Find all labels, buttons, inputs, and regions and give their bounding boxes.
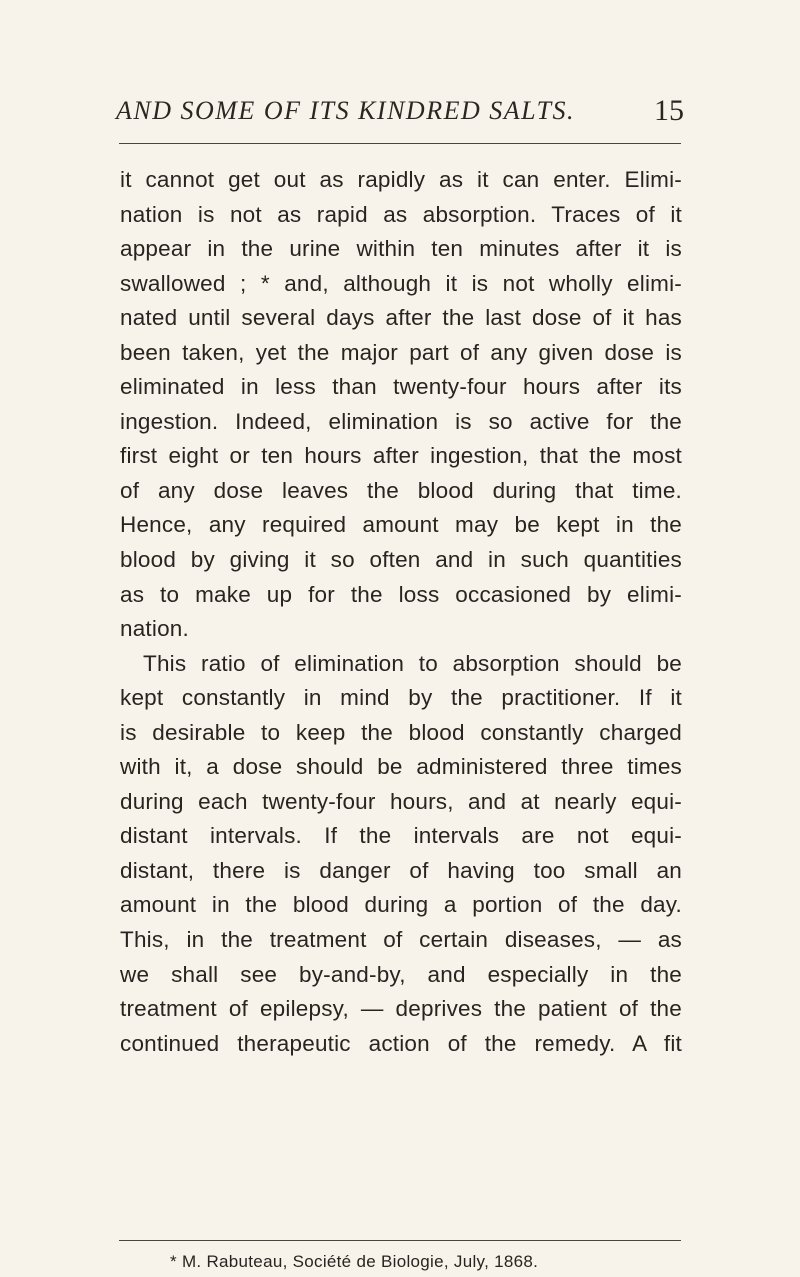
text-line: with it, a dose should be administered three times (120, 754, 682, 780)
text-line: nated until several days after the last dose of it has (120, 305, 682, 331)
text-line: been taken, yet the major part of any given dose is (120, 339, 682, 365)
page-number: 15 (654, 94, 684, 127)
text-line: amount in the blood during a portion of the day. (120, 892, 682, 918)
text-line: as to make up for the loss occasioned by elimi- (120, 581, 682, 607)
text-line: nation. (120, 616, 189, 642)
text-line: nation is not as rapid as absorption. Traces of it (120, 201, 682, 227)
text-line: distant, there is danger of having too small an (120, 857, 682, 883)
running-title: AND SOME OF ITS KINDRED SALTS. (116, 96, 576, 125)
text-line: eliminated in less than twenty-four hours after its (120, 374, 682, 400)
footnote: * M. Rabuteau, Société de Biologie, July, 1868. (170, 1252, 539, 1271)
text-line: is desirable to keep the blood constantly charged (120, 719, 682, 745)
text-line: treatment of epilepsy, — deprives the patient of the (120, 996, 682, 1022)
body-text (120, 163, 682, 1061)
footnote-rule (119, 1240, 681, 1241)
text-line: first eight or ten hours after ingestion, that the most (120, 443, 682, 469)
text-line: appear in the urine within ten minutes after it is (120, 236, 682, 262)
header-rule (119, 143, 681, 144)
text-line: This, in the treatment of certain diseases, — as (120, 927, 682, 953)
running-head (116, 96, 684, 136)
text-line: kept constantly in mind by the practitioner. If it (120, 685, 682, 711)
text-line: distant intervals. If the intervals are not equi- (120, 823, 682, 849)
text-line: during each twenty-four hours, and at nearly equi- (120, 788, 682, 814)
paragraph-first-line: This ratio of elimination to absorption should be (143, 650, 682, 676)
text-line: ingestion. Indeed, elimination is so active for the (120, 408, 682, 434)
text-line: Hence, any required amount may be kept in the (120, 512, 682, 538)
text-line: it cannot get out as rapidly as it can enter. Elimi- (120, 167, 682, 192)
text-line: swallowed ; * and, although it is not wholly elimi- (120, 270, 682, 296)
text-line: continued therapeutic action of the remedy. A fit (120, 1030, 682, 1056)
text-line: we shall see by-and-by, and especially in the (120, 961, 682, 987)
text-line: blood by giving it so often and in such quantities (120, 547, 682, 573)
text-line: of any dose leaves the blood during that time. (120, 477, 682, 503)
